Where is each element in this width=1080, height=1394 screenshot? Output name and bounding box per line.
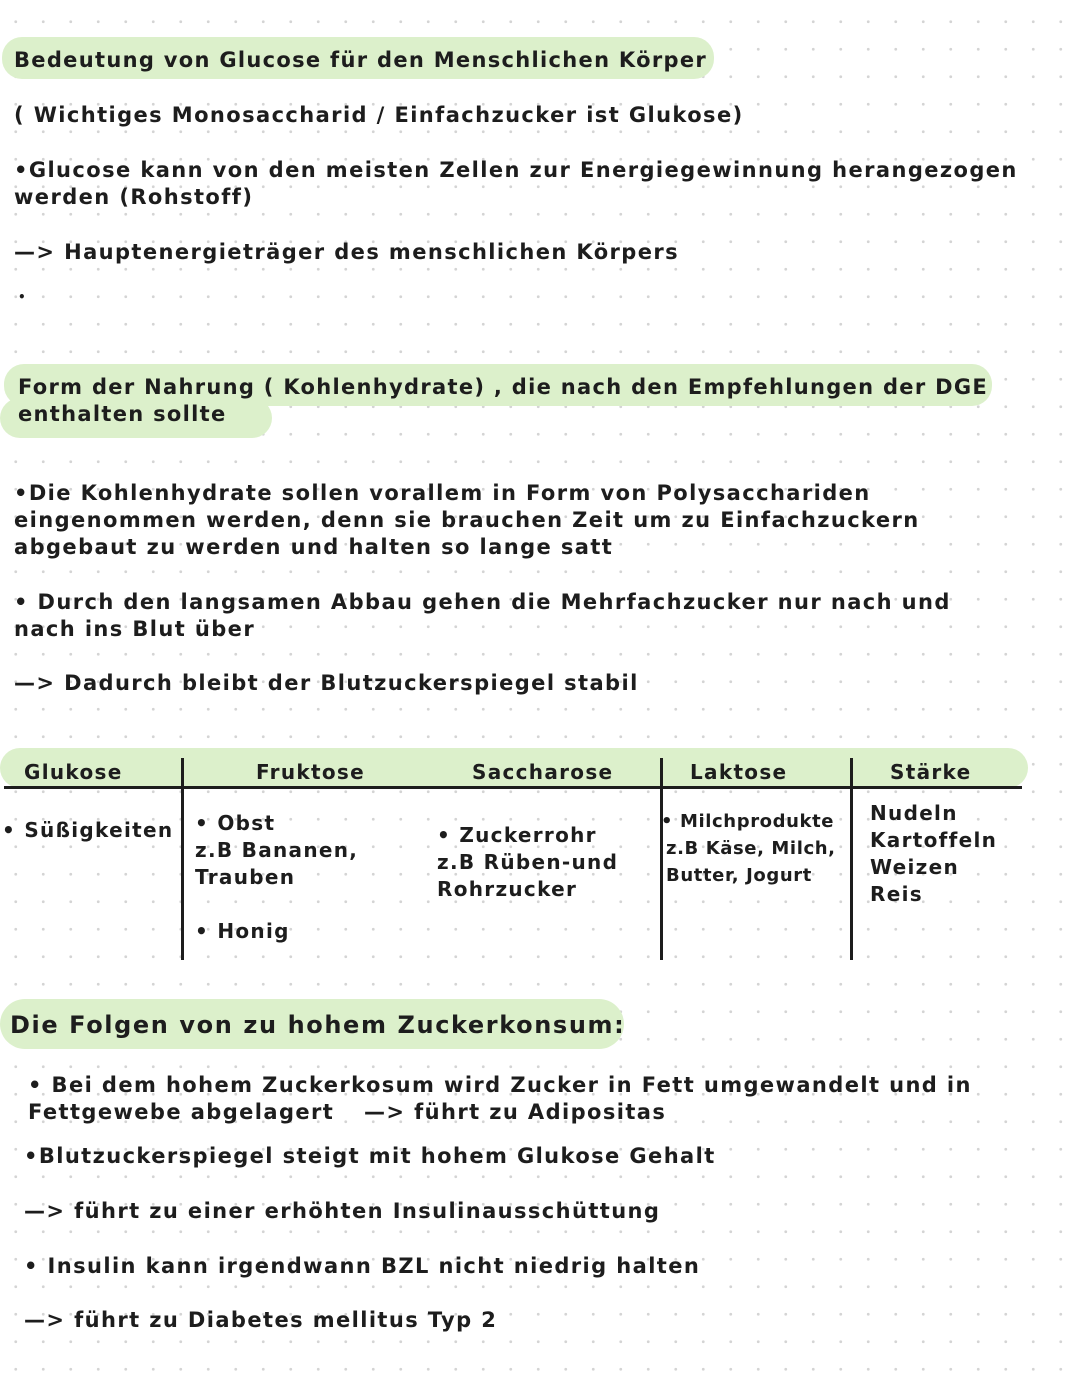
section3-arrow2: —> führt zu Diabetes mellitus Typ 2 <box>24 1308 498 1332</box>
section2-para2-line1: • Durch den langsamen Abbau gehen die Mehrfachzucker nur nach und <box>14 590 951 614</box>
table-cell-staerke: Reis <box>870 882 923 906</box>
table-cell-saccharose: • Zuckerrohr <box>437 823 597 847</box>
table-header-divider <box>4 786 1022 789</box>
section3-para3: • Insulin kann irgendwann BZL nicht niedrig halten <box>24 1254 701 1278</box>
table-cell-fruktose: • Obst <box>195 811 276 835</box>
table-cell-staerke: Kartoffeln <box>870 828 998 852</box>
section2-heading-line1: Form der Nahrung ( Kohlenhydrate) , die nach den Empfehlungen der DGE <box>18 375 988 399</box>
section2-para1-line1: •Die Kohlenhydrate sollen vorallem in Form von Polysacchariden <box>14 481 871 505</box>
table-column-divider <box>660 758 663 960</box>
table-column-divider <box>850 758 853 960</box>
table-cell-glukose: • Süßigkeiten <box>2 818 174 842</box>
section2-para1-line2: eingenommen werden, denn sie brauchen Zeit um zu Einfachzuckern <box>14 508 920 532</box>
table-cell-fruktose: Trauben <box>195 865 296 889</box>
section3-arrow1: —> führt zu einer erhöhten Insulinausschüttung <box>24 1199 661 1223</box>
table-column-divider <box>181 758 184 960</box>
table-cell-fruktose: • Honig <box>195 919 290 943</box>
section3-para1-line2b: —> führt zu Adipositas <box>364 1100 667 1124</box>
section3-para1-line1: • Bei dem hohem Zuckerkosum wird Zucker in Fett umgewandelt und in <box>28 1073 972 1097</box>
table-cell-saccharose: Rohrzucker <box>437 877 578 901</box>
section1-arrow-point: —> Hauptenergieträger des menschlichen Körpers <box>14 240 680 264</box>
stray-dot: • <box>18 290 28 304</box>
table-header-staerke: Stärke <box>890 760 972 784</box>
table-header-fruktose: Fruktose <box>256 760 365 784</box>
section3-para2: •Blutzuckerspiegel steigt mit hohem Glukose Gehalt <box>24 1144 716 1168</box>
section1-subtitle: ( Wichtiges Monosaccharid / Einfachzucker ist Glukose) <box>14 103 744 127</box>
table-cell-laktose: Butter, Jogurt <box>666 865 812 886</box>
section3-para1-line2a: Fettgewebe abgelagert <box>28 1100 335 1124</box>
table-cell-laktose: • Milchprodukte <box>661 811 835 832</box>
table-cell-laktose: z.B Käse, Milch, <box>666 838 836 859</box>
table-cell-staerke: Nudeln <box>870 801 958 825</box>
section1-para1-line2: werden (Rohstoff) <box>14 185 254 209</box>
table-header-glukose: Glukose <box>24 760 123 784</box>
section2-para2-line2: nach ins Blut über <box>14 617 256 641</box>
table-cell-saccharose: z.B Rüben-und <box>437 850 619 874</box>
section2-arrow-point: —> Dadurch bleibt der Blutzuckerspiegel stabil <box>14 671 639 695</box>
section1-heading: Bedeutung von Glucose für den Menschlichen Körper <box>14 48 708 72</box>
table-cell-staerke: Weizen <box>870 855 960 879</box>
table-cell-fruktose: z.B Bananen, <box>195 838 359 862</box>
section2-para1-line3: abgebaut zu werden und halten so lange satt <box>14 535 614 559</box>
section1-para1-line1: •Glucose kann von den meisten Zellen zur Energiegewinnung herangezogen <box>14 158 1018 182</box>
table-header-laktose: Laktose <box>690 760 788 784</box>
table-header-saccharose: Saccharose <box>472 760 614 784</box>
section3-heading: Die Folgen von zu hohem Zuckerkonsum: <box>10 1011 626 1039</box>
section2-heading-line2: enthalten sollte <box>18 402 227 426</box>
